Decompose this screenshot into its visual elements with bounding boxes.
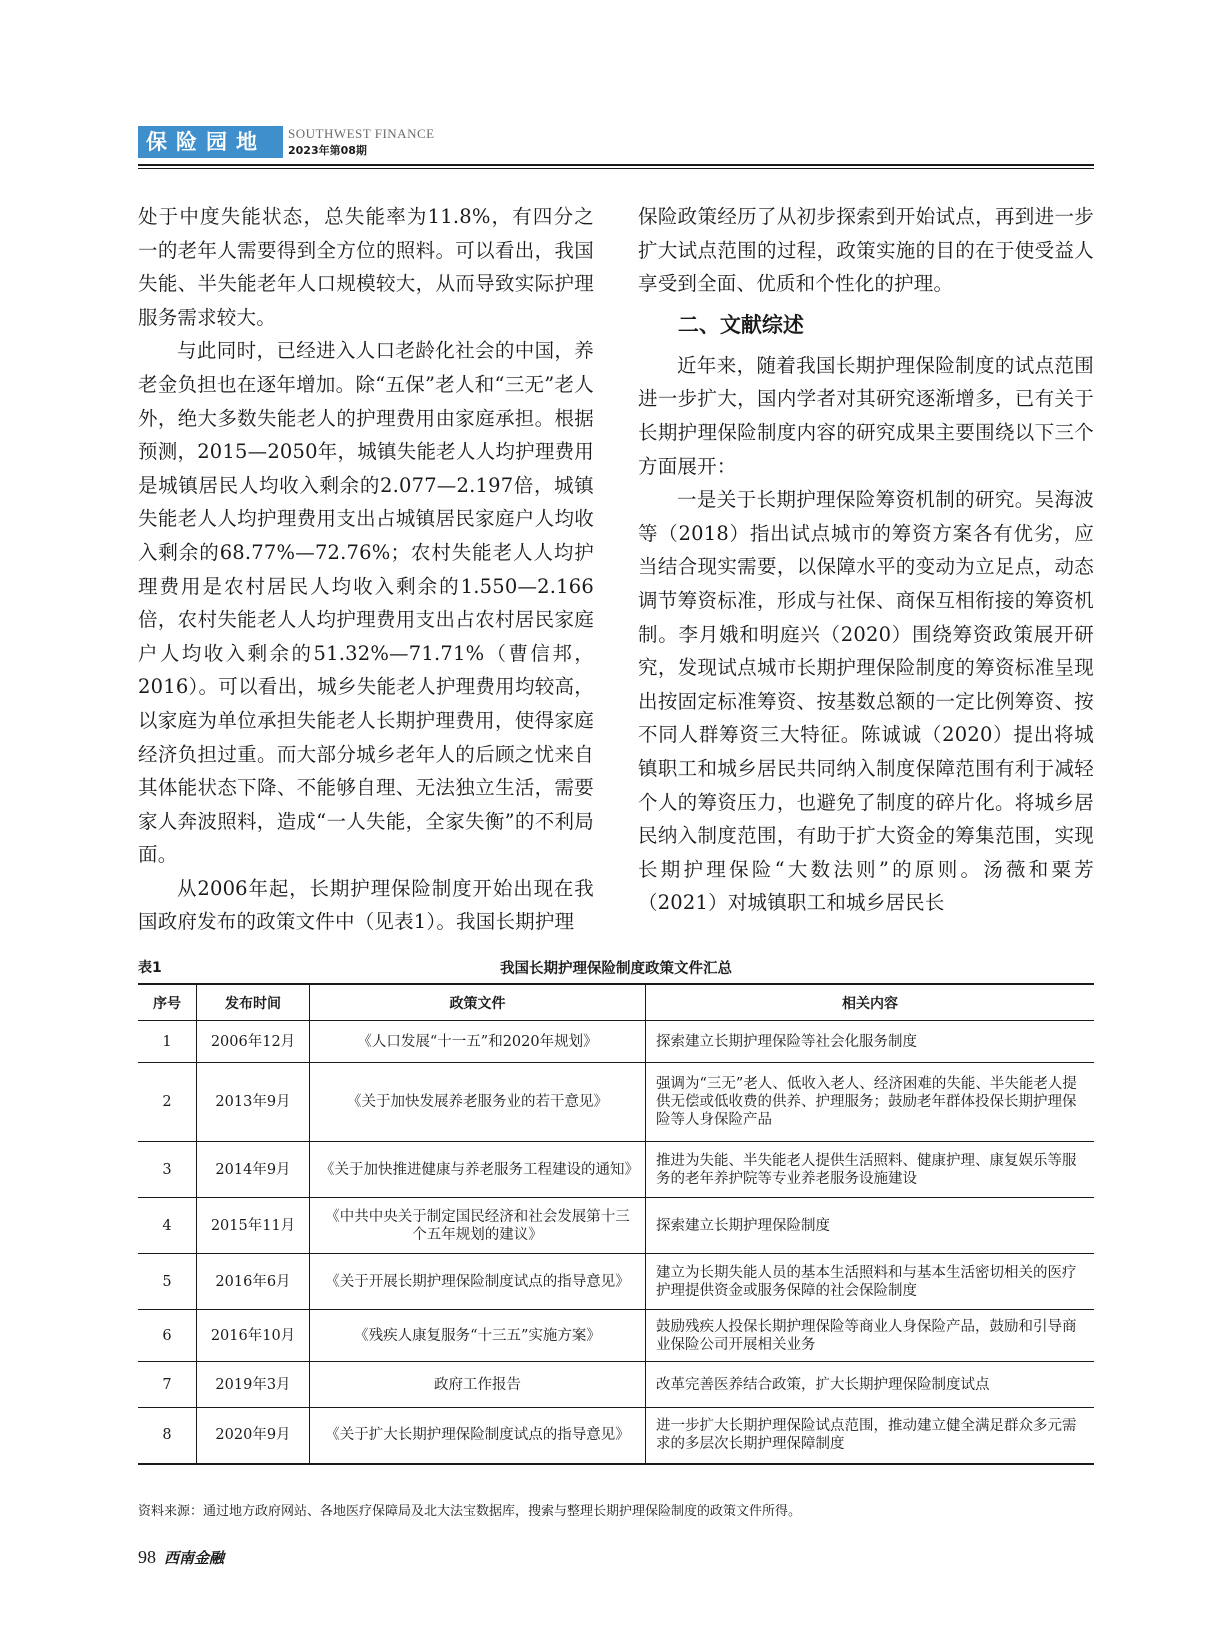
journal-issue: 2023年第08期 xyxy=(288,144,367,157)
table-cell: 7 xyxy=(138,1362,197,1408)
table-cell: 政府工作报告 xyxy=(310,1362,646,1408)
table-cell: 推进为失能、半失能老人提供生活照料、健康护理、康复娱乐等服务的老年养护院等专业养老服务设施建设 xyxy=(646,1142,1095,1198)
table-cell: 6 xyxy=(138,1310,197,1362)
header-rule-thin xyxy=(138,168,1094,169)
paragraph: 从2006年起，长期护理保险制度开始出现在我国政府发布的政策文件中（见表1）。我国长期护理 xyxy=(138,876,594,934)
policy-table-block xyxy=(138,955,1094,1465)
table-cell: 建立为长期失能人员的基本生活照料和与基本生活密切相关的医疗护理提供资金或服务保障的社会保险制度 xyxy=(646,1254,1095,1310)
table-cell: 《中共中央关于制定国民经济和社会发展第十三个五年规划的建议》 xyxy=(310,1198,646,1254)
table-cell: 2020年9月 xyxy=(197,1408,310,1464)
table-label: 表1 xyxy=(138,960,162,976)
table-cell: 4 xyxy=(138,1198,197,1254)
journal-english-name: SOUTHWEST FINANCE xyxy=(288,126,435,141)
page-number: 98 xyxy=(138,1547,156,1567)
table-row xyxy=(138,1362,1094,1408)
table-cell: 强调为“三无”老人、低收入老人、经济困难的失能、半失能老人提供无偿或低收费的供养、护理服务；鼓励老年群体投保长期护理保险等人身保险产品 xyxy=(646,1063,1095,1142)
column-header: 相关内容 xyxy=(646,984,1095,1021)
paragraph: 处于中度失能状态，总失能率为11.8%，有四分之一的老年人需要得到全方位的照料。可以看出，我国失能、半失能老年人口规模较大，从而导致实际护理服务需求较大。 xyxy=(138,205,594,329)
table-caption xyxy=(138,955,1094,983)
table-cell: 2015年11月 xyxy=(197,1198,310,1254)
column-header: 政策文件 xyxy=(310,984,646,1021)
paragraph: 与此同时，已经进入人口老龄化社会的中国，养老金负担也在逐年增加。除“五保”老人和“三无”老人外，绝大多数失能老人的护理费用由家庭承担。根据预测，2015—2050年，城镇失能老人人均护理费用是城镇居民人均收入剩余的2.077—2.197倍，城镇失能老人人均护理费用支出占城镇居民家庭户人均收入剩余的68.77%—72.76%；农村失能老人人均护理费用是农村居民人均收入剩余的1.550—2.166倍，农村失能老人人均护理费用支出占农村居民家庭户人均收入剩余的51.32%—71.71%（曹信邦，2016）。可以看出，城乡失能老人护理费用均较高，以家庭为单位承担失能老人长期护理费用，使得家庭经济负担过重。而大部分城乡老年人的后顾之忧来自其体能状态下降、不能够自理、无法独立生活，需要家人奔波照料，造成“一人失能，全家失衡”的不利局面。 xyxy=(138,339,594,867)
table-title: 我国长期护理保险制度政策文件汇总 xyxy=(500,961,732,977)
table-row xyxy=(138,1408,1094,1464)
running-header xyxy=(138,126,1094,176)
table-row xyxy=(138,1310,1094,1362)
table-cell: 《人口发展“十一五”和2020年规划》 xyxy=(310,1021,646,1063)
table-row xyxy=(138,1063,1094,1142)
right-column xyxy=(638,200,1094,920)
table-cell: 5 xyxy=(138,1254,197,1310)
table-cell: 《关于加快推进健康与养老服务工程建设的通知》 xyxy=(310,1142,646,1198)
table-row xyxy=(138,1254,1094,1310)
paragraph: 保险政策经历了从初步探索到开始试点，再到进一步扩大试点范围的过程，政策实施的目的在于使受益人享受到全面、优质和个性化的护理。 xyxy=(638,205,1094,296)
table-cell: 2014年9月 xyxy=(197,1142,310,1198)
table-cell: 8 xyxy=(138,1408,197,1464)
table-cell: 2 xyxy=(138,1063,197,1142)
table-cell: 《残疾人康复服务“十三五”实施方案》 xyxy=(310,1310,646,1362)
header-rule xyxy=(138,164,1094,166)
table-cell: 进一步扩大长期护理保险试点范围，推动建立健全满足群众多元需求的多层次长期护理保障制度 xyxy=(646,1408,1095,1464)
paragraph: 近年来，随着我国长期护理保险制度的试点范围进一步扩大，国内学者对其研究逐渐增多，已有关于长期护理保险制度内容的研究成果主要围绕以下三个方面展开： xyxy=(638,353,1094,478)
section-heading: 二、文献综述 xyxy=(677,312,804,337)
table-cell: 2016年10月 xyxy=(197,1310,310,1362)
table-header-row xyxy=(138,984,1094,1021)
paragraph: 一是关于长期护理保险筹资机制的研究。吴海波等（2018）指出试点城市的筹资方案各有优劣，应当结合现实需要，以保障水平的变动为立足点，动态调节筹资标准，形成与社保、商保互相衔接的筹资机制。李月娥和明庭兴（2020）围绕筹资政策展开研究，发现试点城市长期护理保险制度的筹资标准呈现出按固定标准筹资、按基数总额的一定比例筹资、按不同人群筹资三大特征。陈诚诚（2020）提出将城镇职工和城乡居民共同纳入制度保障范围有利于减轻个人的筹资压力，也避免了制度的碎片化。将城乡居民纳入制度范围，有助于扩大资金的筹集范围，实现长期护理保险“大数法则”的原则。汤薇和粟芳（2021）对城镇职工和城乡居民长 xyxy=(638,488,1094,915)
table-cell: 《关于加快发展养老服务业的若干意见》 xyxy=(310,1063,646,1142)
left-column xyxy=(138,200,594,939)
table-row xyxy=(138,1142,1094,1198)
page-footer xyxy=(138,1547,224,1568)
section-tag: 保险园地 xyxy=(138,126,283,158)
column-header: 发布时间 xyxy=(197,984,310,1021)
table-cell: 探索建立长期护理保险制度 xyxy=(646,1198,1095,1254)
table-cell: 《关于扩大长期护理保险制度试点的指导意见》 xyxy=(310,1408,646,1464)
table-cell: 3 xyxy=(138,1142,197,1198)
table-cell: 改革完善医养结合政策，扩大长期护理保险制度试点 xyxy=(646,1362,1095,1408)
column-header: 序号 xyxy=(138,984,197,1021)
table-cell: 2013年9月 xyxy=(197,1063,310,1142)
table-cell: 2016年6月 xyxy=(197,1254,310,1310)
table-cell: 鼓励残疾人投保长期护理保险等商业人身保险产品，鼓励和引导商业保险公司开展相关业务 xyxy=(646,1310,1095,1362)
journal-name-footer: 西南金融 xyxy=(164,1549,225,1567)
table-cell: 1 xyxy=(138,1021,197,1063)
policy-table xyxy=(138,983,1094,1465)
table-cell: 2019年3月 xyxy=(197,1362,310,1408)
table-row xyxy=(138,1021,1094,1063)
table-cell: 探索建立长期护理保险等社会化服务制度 xyxy=(646,1021,1095,1063)
table-source-note: 资料来源：通过地方政府网站、各地医疗保障局及北大法宝数据库，搜索与整理长期护理保险制度的政策文件所得。 xyxy=(138,1504,802,1519)
table-cell: 《关于开展长期护理保险制度试点的指导意见》 xyxy=(310,1254,646,1310)
table-row xyxy=(138,1198,1094,1254)
table-cell: 2006年12月 xyxy=(197,1021,310,1063)
